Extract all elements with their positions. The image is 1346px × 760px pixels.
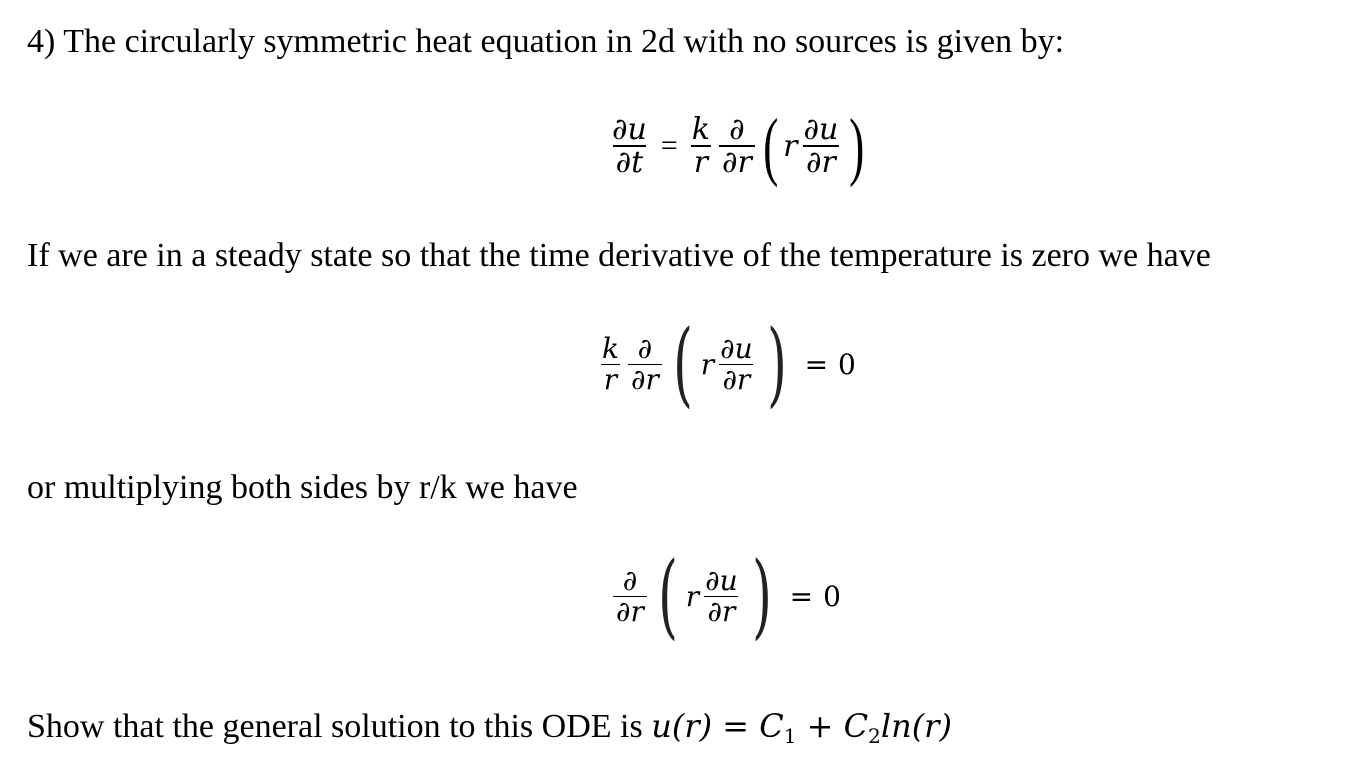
r-variable: r bbox=[685, 579, 700, 613]
c1-subscript: 1 bbox=[783, 724, 797, 748]
numerator: ∂u bbox=[612, 111, 647, 147]
numerator: k bbox=[691, 111, 710, 147]
numerator: ∂ bbox=[729, 111, 745, 147]
ln-term: ln(r) bbox=[880, 707, 952, 745]
denominator: r bbox=[601, 364, 620, 394]
steady-state-equation bbox=[596, 310, 856, 417]
numerator: k bbox=[602, 332, 619, 366]
show-solution-text bbox=[27, 706, 952, 756]
denominator: ∂r bbox=[704, 596, 738, 626]
denominator: ∂t bbox=[613, 145, 647, 179]
denominator: ∂r bbox=[719, 364, 753, 394]
denominator: ∂r bbox=[628, 364, 662, 394]
numerator: ∂ bbox=[637, 332, 653, 366]
equals-sign: = bbox=[804, 347, 829, 381]
right-paren: ) bbox=[766, 310, 787, 417]
du-dr-fraction bbox=[702, 566, 741, 626]
general-solution bbox=[651, 707, 952, 748]
d-dr-fraction bbox=[613, 566, 647, 626]
denominator: r bbox=[691, 145, 711, 179]
numerator: ∂u bbox=[803, 111, 839, 147]
plus-sign: + bbox=[806, 707, 834, 745]
k-over-r-fraction bbox=[689, 111, 713, 180]
du-dr-fraction bbox=[717, 334, 756, 394]
k-over-r-fraction bbox=[599, 334, 622, 394]
equals-sign: = bbox=[722, 707, 750, 745]
c2-constant: C bbox=[843, 707, 869, 745]
left-paren: ( bbox=[672, 310, 693, 417]
r-variable: r bbox=[783, 128, 798, 164]
d-dr-fraction bbox=[719, 111, 755, 180]
denominator: ∂r bbox=[613, 596, 647, 626]
zero: 0 bbox=[838, 347, 856, 381]
denominator: ∂r bbox=[719, 145, 755, 179]
du-dr-fraction bbox=[800, 111, 841, 180]
right-paren: ) bbox=[849, 104, 865, 188]
solution-lhs: u(r) bbox=[651, 707, 713, 745]
problem-intro: 4) The circularly symmetric heat equation in 2d with no sources is given by: bbox=[27, 23, 1065, 60]
multiply-text: or multiplying both sides by r/k we have bbox=[27, 469, 578, 506]
numerator: ∂ bbox=[622, 564, 638, 598]
right-paren: ) bbox=[751, 542, 772, 649]
left-paren: ( bbox=[657, 542, 678, 649]
r-variable: r bbox=[700, 347, 715, 381]
equals-sign: = bbox=[789, 579, 814, 613]
du-dt-fraction bbox=[609, 111, 650, 180]
ode-equation bbox=[610, 542, 841, 649]
c1-constant: C bbox=[759, 707, 784, 745]
heat-equation bbox=[606, 104, 870, 188]
left-paren: ( bbox=[762, 104, 779, 188]
d-dr-fraction bbox=[628, 334, 662, 394]
denominator: ∂r bbox=[803, 145, 839, 179]
numerator: ∂u bbox=[705, 564, 738, 598]
c2-subscript: 2 bbox=[868, 724, 881, 748]
numerator: ∂u bbox=[720, 332, 753, 366]
steady-state-text: If we are in a steady state so that the time derivative of the temperature is zero we have bbox=[27, 237, 1211, 274]
zero: 0 bbox=[823, 579, 841, 613]
show-text: Show that the general solution to this ODE is bbox=[27, 708, 643, 745]
equals-sign: = bbox=[660, 129, 678, 162]
